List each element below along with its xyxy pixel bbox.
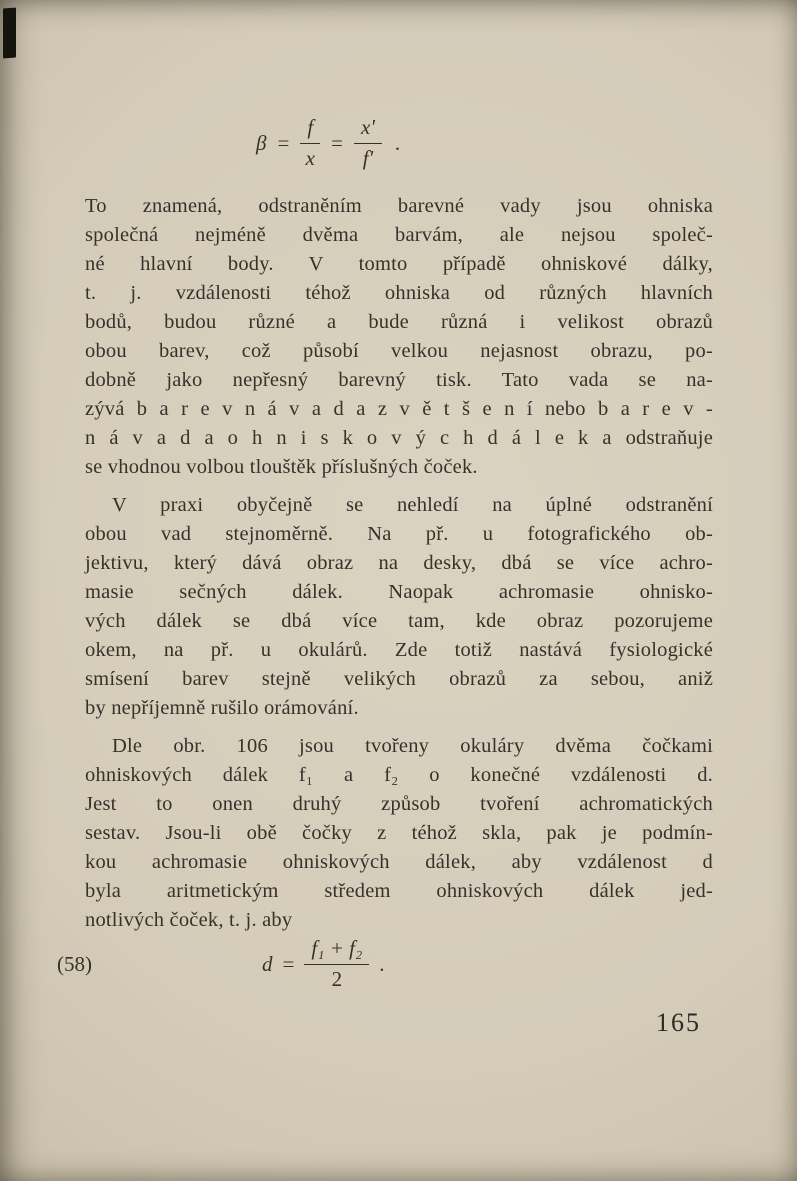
text-line: obou barev, což působí velkou nejasnost obrazu, po-: [85, 340, 713, 362]
fraction-denominator: 2: [331, 966, 343, 991]
text-line: byla aritmetickým středem ohniskových dálek jed-: [85, 880, 713, 902]
page-number: 165: [656, 1008, 701, 1037]
fraction-numerator: f₁ + f₂: [304, 937, 369, 965]
text-line: vých dálek se dbá více tam, kde obraz pozorujeme: [85, 610, 713, 632]
text-line: né hlavní body. V tomto případě ohniskové dálky,: [85, 253, 713, 275]
text-line: jektivu, který dává obraz na desky, dbá se více achro-: [85, 552, 713, 574]
fraction-denominator: x: [305, 145, 315, 170]
text-line: bodů, budou různé a bude různá i velikost obrazů: [85, 311, 713, 333]
text-line: t. j. vzdálenosti téhož ohniska od různých hlavních: [85, 282, 713, 304]
equals-sign: =: [282, 951, 295, 976]
fraction-denominator: f': [362, 145, 374, 170]
text-line: n á v a d a o h n i s k o v ý c h d á l e k a odstraňuje: [85, 427, 713, 449]
text-line: Jest to onen druhý způsob tvoření achromatických: [85, 793, 713, 815]
equation-number: (58): [57, 952, 92, 976]
formula-beta-symbol: β: [256, 130, 267, 155]
text-line: masie sečných dálek. Naopak achromasie ohnisko-: [85, 581, 713, 603]
text-line: smísení barev stejně velikých obrazů za sebou, aniž: [85, 668, 713, 690]
fraction-xprime-over-fprime: [354, 116, 382, 170]
text-line: kou achromasie ohniskových dálek, aby vzdálenost d: [85, 851, 713, 873]
fraction-numerator: f: [300, 116, 320, 144]
text-line: Dle obr. 106 jsou tvořeny okuláry dvěma čočkami: [112, 735, 713, 757]
equation-period: .: [379, 951, 385, 976]
text-line: zývá b a r e v n á v a d a z v ě t š e n í nebo b a r e v -: [85, 398, 713, 420]
scan-edge-artifact: [3, 8, 16, 59]
text-line: společná nejméně dvěma barvám, ale nejsou společ-: [85, 224, 713, 246]
text-line: by nepříjemně rušilo orámování.: [85, 697, 359, 719]
text-line: To znamená, odstraněním barevné vady jsou ohniska: [85, 195, 713, 217]
fraction-f1-plus-f2-over-2: [304, 937, 369, 991]
fraction-numerator: x': [354, 116, 382, 144]
paragraph: [85, 192, 713, 482]
text-line: ohniskových dálek f₁ a f₂ o konečné vzdálenosti d.: [85, 764, 713, 786]
equals-sign: =: [277, 130, 290, 155]
magnification-formula: [256, 116, 400, 170]
text-line: V praxi obyčejně se nehledí na úplné odstranění: [112, 494, 713, 516]
text-line: okem, na př. u okulárů. Zde totiž nastává fysiologické: [85, 639, 713, 661]
equation-58-row: [57, 935, 713, 991]
equals-sign: =: [331, 130, 343, 155]
paragraph: [85, 491, 713, 723]
text-line: notlivých čoček, t. j. aby: [85, 909, 293, 931]
fraction-f-over-x: [300, 116, 320, 170]
equation-body: [262, 937, 385, 991]
paragraph: [85, 732, 713, 935]
formula-period: .: [394, 130, 401, 155]
text-line: dobně jako nepřesný barevný tisk. Tato vada se na-: [85, 369, 713, 391]
text-line: obou vad stejnoměrně. Na př. u fotografického ob-: [85, 523, 713, 545]
text-line: sestav. Jsou-li obě čočky z téhož skla, pak je podmín-: [85, 822, 713, 844]
text-line: se vhodnou volbou tlouštěk příslušných čoček.: [85, 456, 478, 478]
equation-lhs: d: [262, 951, 273, 976]
body-text: [85, 192, 713, 935]
